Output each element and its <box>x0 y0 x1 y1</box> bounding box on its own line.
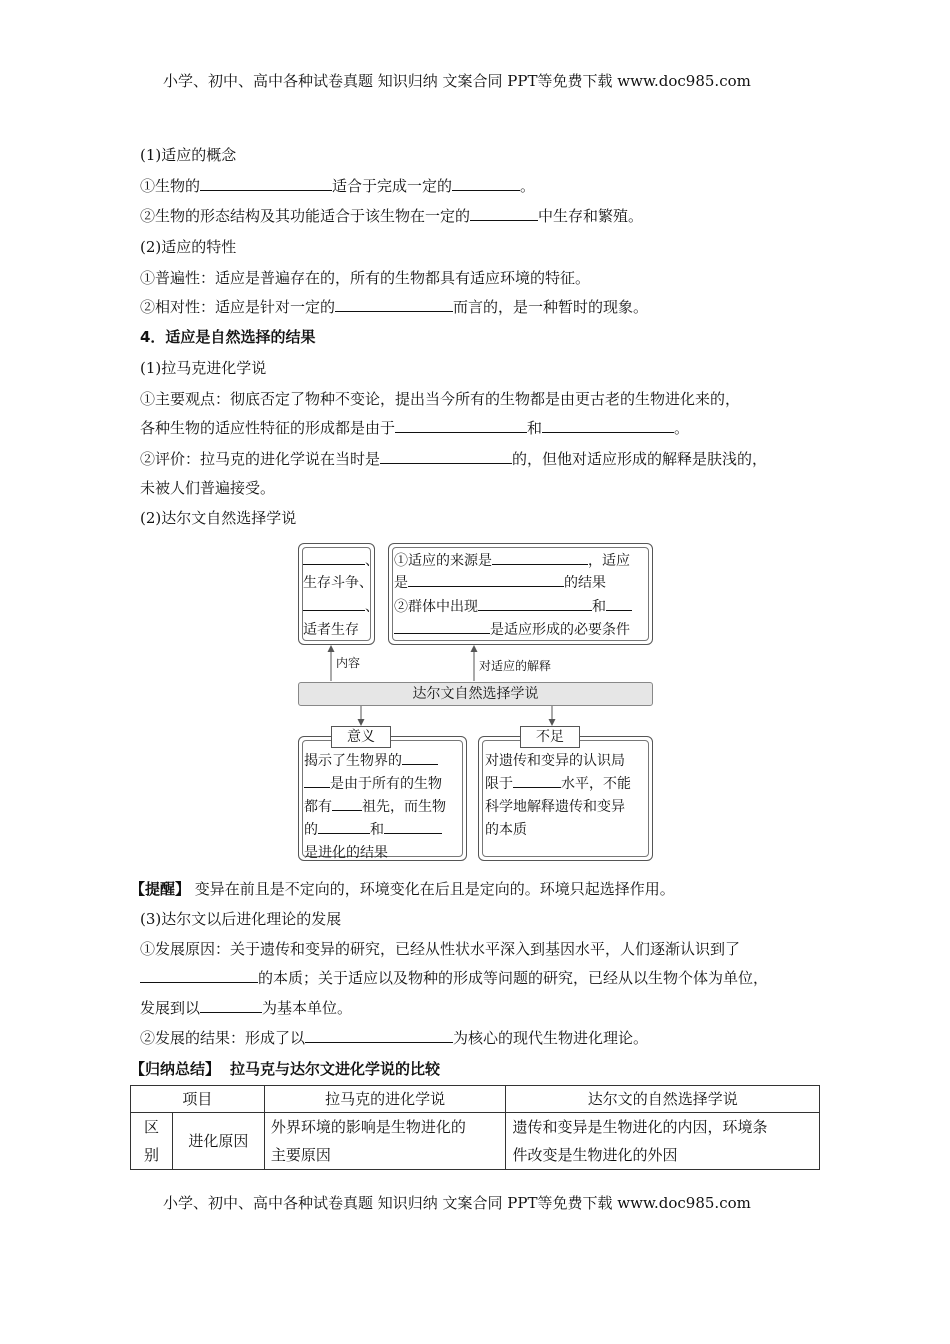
blank <box>318 819 370 834</box>
line-concept-2 <box>140 206 643 226</box>
cell-line: 主要原因 <box>270 1146 331 1164</box>
cell-line: 遗传和变异是生物进化的内因，环境条 <box>512 1118 768 1136</box>
line-lamarck-eval-1 <box>140 449 767 469</box>
line-lamarck-main-1: ①主要观点：彻底否定了物种不变论，提出当今所有的生物都是由更古老的生物进化来的， <box>140 390 741 408</box>
text: 的 <box>304 822 318 838</box>
cell-darwin <box>506 1113 820 1170</box>
reminder <box>130 879 675 899</box>
section-title: 4．适应是自然选择的结果 <box>140 328 316 346</box>
line-result <box>140 1028 648 1048</box>
summary-title: 拉马克与达尔文进化学说的比较 <box>230 1060 441 1078</box>
blank <box>492 550 588 565</box>
row-group-b: 别 <box>143 1146 159 1164</box>
label-content: 内容 <box>336 656 361 670</box>
text: ①适应的来源是 <box>394 553 492 569</box>
heading-adaptation-concept: (1)适应的概念 <box>140 146 237 164</box>
meaning-line-1 <box>304 750 438 772</box>
table-header-row <box>131 1086 820 1113</box>
text: 水平，不能 <box>561 776 631 792</box>
line-concept-1 <box>140 176 535 196</box>
blank <box>304 773 330 788</box>
text: 不足 <box>536 729 564 745</box>
blank <box>606 596 632 611</box>
heading-lamarck: (1)拉马克进化学说 <box>140 359 267 377</box>
text: 和 <box>527 419 543 437</box>
center-title-bar <box>298 682 653 706</box>
center-title: 达尔文自然选择学说 <box>412 686 539 702</box>
blank <box>542 418 674 433</box>
label-explain: 对适应的解释 <box>479 659 552 673</box>
text: 和 <box>370 822 384 838</box>
blank <box>305 1028 453 1043</box>
blank <box>402 750 438 765</box>
text: ，适应 <box>588 553 630 569</box>
text: 、 <box>365 553 379 569</box>
meaning-line-4 <box>304 819 442 841</box>
text: 、 <box>365 599 379 615</box>
line-relativity <box>140 297 648 317</box>
header-darwin: 达尔文的自然选择学说 <box>506 1086 820 1113</box>
tag-shortcoming <box>520 726 580 748</box>
line-reason-1: ①发展原因：关于遗传和变异的研究，已经从性状水平深入到基因水平，人们逐渐认识到了 <box>140 940 741 958</box>
text: ②生物的形态结构及其功能适合于该生物在一定的 <box>140 207 471 225</box>
row-label: 进化原因 <box>172 1113 264 1170</box>
text: 限于 <box>485 776 513 792</box>
text: ②发展的结果：形成了以 <box>140 1029 306 1047</box>
blank <box>452 176 520 191</box>
explain-line-1 <box>394 550 630 572</box>
cell-line: 外界环境的影响是生物进化的 <box>270 1118 466 1136</box>
blank <box>303 550 365 565</box>
tag-meaning <box>331 726 391 748</box>
line-reason-3 <box>140 998 352 1018</box>
heading-darwin: (2)达尔文自然选择学说 <box>140 509 297 527</box>
blank <box>332 796 362 811</box>
reminder-label: 【提醒】 <box>130 880 191 898</box>
text: 而言的，是一种暂时的现象。 <box>453 298 649 316</box>
content-line-1 <box>303 550 379 572</box>
text: ②相对性：适应是针对一定的 <box>140 298 336 316</box>
text: 的，但他对适应形成的解释是肤浅的， <box>512 450 768 468</box>
comparison-table <box>130 1085 820 1170</box>
text: 祖先，而生物 <box>362 799 446 815</box>
header-lamarck: 拉马克的进化学说 <box>264 1086 506 1113</box>
explain-line-2 <box>394 572 606 594</box>
short-line-4: 的本质 <box>485 822 527 838</box>
text: 意义 <box>347 729 375 745</box>
blank <box>335 297 453 312</box>
blank <box>384 819 442 834</box>
text: 的本质；关于适应以及物种的形成等问题的研究，已经从以生物个体为单位， <box>258 969 769 987</box>
text: 为核心的现代生物进化理论。 <box>453 1029 649 1047</box>
heading-post-darwin: (3)达尔文以后进化理论的发展 <box>140 910 342 928</box>
content-line-3 <box>303 596 379 618</box>
text: 。 <box>520 177 536 195</box>
page-header: 小学、初中、高中各种试卷真题 知识归纳 文案合同 PPT等免费下载 www.doc985.com <box>163 72 751 90</box>
text: ②评价：拉马克的进化学说在当时是 <box>140 450 381 468</box>
meaning-line-5: 是进化的结果 <box>304 845 388 861</box>
summary-heading <box>130 1059 440 1079</box>
text: ①生物的 <box>140 177 201 195</box>
page-footer: 小学、初中、高中各种试卷真题 知识归纳 文案合同 PPT等免费下载 www.doc985.com <box>163 1194 751 1212</box>
cell-lamarck <box>264 1113 506 1170</box>
short-line-1: 对遗传和变异的认识局 <box>485 753 625 769</box>
table-row <box>131 1113 820 1170</box>
text: 。 <box>674 419 690 437</box>
content-line-2: 生存斗争、 <box>303 575 373 591</box>
reminder-text: 变异在前且是不定向的，环境变化在后且是定向的。环境只起选择作用。 <box>194 880 675 898</box>
text: 是 <box>394 575 408 591</box>
text: 各种生物的适应性特征的形成都是由于 <box>140 419 396 437</box>
explain-line-3 <box>394 596 632 618</box>
text: 都有 <box>304 799 332 815</box>
blank <box>140 968 258 983</box>
text: 发展到以 <box>140 999 201 1017</box>
blank <box>394 619 490 634</box>
text: 为基本单位。 <box>262 999 353 1017</box>
content-line-4: 适者生存 <box>303 622 359 638</box>
line-lamarck-main-2 <box>140 418 689 438</box>
blank <box>470 206 538 221</box>
text: 适合于完成一定的 <box>332 177 453 195</box>
meaning-line-2 <box>304 773 442 795</box>
summary-label: 【归纳总结】 <box>130 1060 221 1078</box>
blank <box>200 998 262 1013</box>
row-group-a: 区 <box>143 1118 159 1136</box>
text: ②群体中出现 <box>394 599 478 615</box>
row-group-label <box>131 1113 173 1170</box>
text: 和 <box>592 599 606 615</box>
blank <box>513 773 561 788</box>
header-item: 项目 <box>131 1086 265 1113</box>
text: 是适应形成的必要条件 <box>490 622 630 638</box>
text: 中生存和繁殖。 <box>538 207 644 225</box>
blank <box>478 596 592 611</box>
line-reason-2 <box>140 968 768 988</box>
blank <box>395 418 527 433</box>
text: 揭示了生物界的 <box>304 753 402 769</box>
cell-line: 件改变是生物进化的外因 <box>512 1146 678 1164</box>
text: 是由于所有的生物 <box>330 776 442 792</box>
blank <box>380 449 512 464</box>
explain-line-4 <box>394 619 630 641</box>
short-line-2 <box>485 773 631 795</box>
line-lamarck-eval-2: 未被人们普遍接受。 <box>140 479 276 497</box>
meaning-line-3 <box>304 796 446 818</box>
blank <box>408 572 564 587</box>
text: 的结果 <box>564 575 606 591</box>
blank <box>200 176 332 191</box>
short-line-3: 科学地解释遗传和变异 <box>485 799 625 815</box>
blank <box>303 596 365 611</box>
line-universality: ①普遍性：适应是普遍存在的，所有的生物都具有适应环境的特征。 <box>140 269 591 287</box>
heading-adaptation-traits: (2)适应的特性 <box>140 238 237 256</box>
